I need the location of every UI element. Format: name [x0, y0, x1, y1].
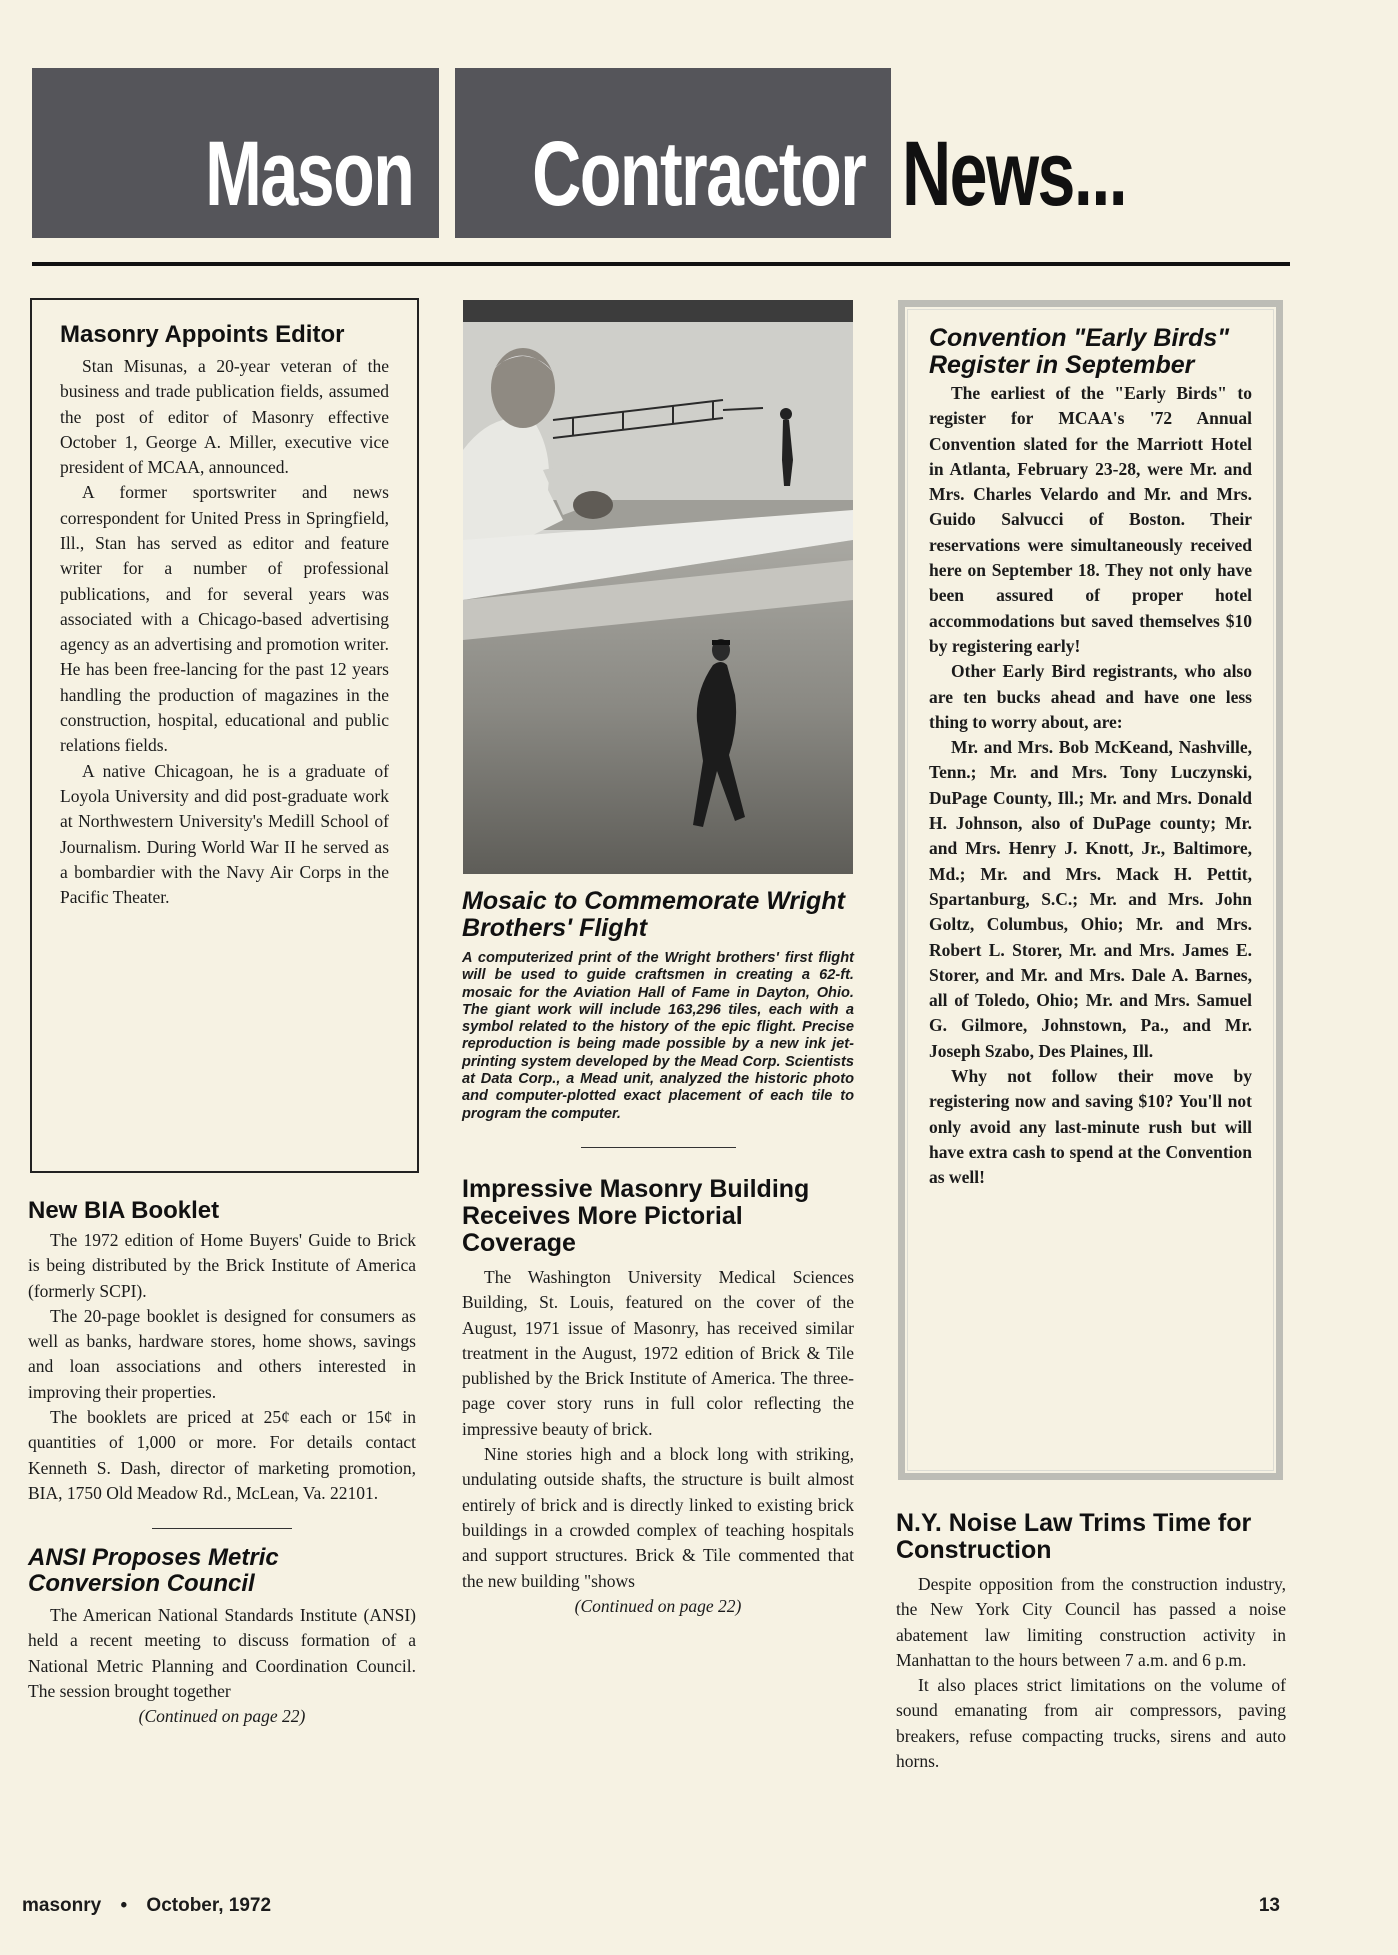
article-bia-body: [28, 1228, 416, 1506]
masthead: [32, 68, 1290, 240]
article-convention-title: Convention "Early Birds" Register in September: [929, 324, 1230, 379]
section-divider: [581, 1147, 736, 1148]
article-editor-title: Masonry Appoints Editor: [60, 321, 345, 348]
article-convention-paragraph: The earliest of the "Early Birds" to register for MCAA's '72 Annual Convention slated for the Marriott Hotel in Atlanta, February 23-28, were Mr. and Mrs. Charles Velardo and Mr. and Mrs. Guido Salvucci of Boston. Their reservations were simultaneously received here on September 18. They not only have been assured of proper hotel accommodations but saved themselves $10 by registering early!: [929, 383, 1252, 656]
column-3-lower: [896, 1510, 1286, 1774]
article-editor-box: [30, 298, 419, 1173]
article-mosaic-caption: [462, 950, 854, 1123]
article-mosaic-title: Mosaic to Commemorate Wright Brothers' Flight: [462, 887, 845, 942]
article-mosaic-caption-text: A computerized print of the Wright brothers' first flight will be used to guide craftsmen in creating a 62-ft. mosaic for the Aviation Hall of Fame in Dayton, Ohio. The giant work will include 163,296 tiles, each with a symbol related to the history of the epic flight. Precise reproduction is being made possible by a new ink jet-printing system developed by the Mead Corp. Scientists at Data Corp., a Mead unit, analyzed the historic photo and computer-plotted exact placement of each tile to program the computer.: [462, 950, 854, 1122]
article-convention-paragraph: Other Early Bird registrants, who also are ten bucks ahead and have one less thing to worry about, are:: [929, 661, 1252, 732]
article-bia-title: New BIA Booklet: [28, 1197, 220, 1224]
article-editor-paragraph: A former sportswriter and news correspondent for United Press in Springfield, Ill., Stan has served as editor and feature writer for a number of professional publications, and for several years was associated with a Chicago-based advertising agency as an advertising and promotion writer. He has been free-lancing for the past 12 years handling the production of magazines in the construction, hospital, educational and public relations fields.: [60, 482, 389, 756]
footer-date: October, 1972: [146, 1895, 272, 1916]
article-noise-body: [896, 1572, 1286, 1774]
article-impressive-body: [462, 1265, 854, 1594]
masthead-word-contractor: Contractor: [531, 123, 865, 225]
footer-bullet: •: [120, 1895, 128, 1916]
masthead-rule: [32, 262, 1290, 266]
masthead-box-news: [902, 68, 1205, 238]
masthead-word-news: News...: [902, 123, 1127, 225]
article-editor-body: [60, 354, 389, 911]
article-impressive-paragraph: The Washington University Medical Sciences Building, St. Louis, featured on the cover of the August, 1971 issue of Masonry, has received similar treatment in the August, 1972 edition of Brick & Tile published by the Brick Institute of America. The three-page cover story runs in full color reflecting the impressive beauty of brick.: [462, 1266, 854, 1439]
article-convention-box: [898, 300, 1283, 1480]
column-1-lower: [28, 1198, 416, 1727]
article-noise-title: N.Y. Noise Law Trims Time for Construction: [896, 1509, 1252, 1564]
article-editor-paragraph: Stan Misunas, a 20-year veteran of the business and trade publication fields, assumed the post of editor of Masonry effective October 1, George A. Miller, executive vice president of MCAA, announced.: [60, 355, 389, 478]
article-convention-paragraph: Why not follow their move by registering now and saving $10? You'll not only avoid any last-minute rush but will have extra cash to spend at the Convention as well!: [929, 1066, 1252, 1188]
article-ansi-title: ANSI Proposes Metric Conversion Council: [28, 1544, 279, 1598]
column-2: [462, 888, 854, 1617]
article-impressive-continued: (Continued on page 22): [574, 1595, 742, 1616]
article-noise-paragraph: Despite opposition from the construction industry, the New York City Council has passed a noise abatement law limiting construction activity in Manhattan to the hours between 7 a.m. and 6 p.m.: [896, 1574, 1286, 1670]
article-editor-paragraph: A native Chicagoan, he is a graduate of Loyola University and did post-graduate work at Northwestern University's Medill School of Journalism. During World War II he served as a bombardier with the Navy Air Corps in the Pacific Theater.: [60, 760, 389, 908]
article-ansi-paragraph: The American National Standards Institute (ANSI) held a recent meeting to discuss formation of a National Metric Planning and Coordination Council. The session brought together: [28, 1604, 416, 1701]
masthead-word-mason: Mason: [204, 123, 413, 225]
section-divider: [152, 1528, 292, 1529]
article-bia-paragraph: The booklets are priced at 25¢ each or 15¢ in quantities of 1,000 or more. For details contact Kenneth S. Dash, director of marketing promotion, BIA, 1750 Old Meadow Rd., McLean, Va. 22101.: [28, 1406, 416, 1503]
page-number: 13: [1258, 1895, 1280, 1916]
masthead-box-contractor: [455, 68, 891, 238]
article-convention-paragraph: Mr. and Mrs. Bob McKeand, Nashville, Tenn.; Mr. and Mrs. Tony Luczynski, DuPage County, Ill.; Mr. and Mrs. Donald H. Johnson, also of DuPage county; Mr. and Mrs. Henry J. Knott, Jr., Baltimore, Md.; Mr. and Mrs. Mack H. Pettit, Spartanburg, S.C.; Mr. and Mrs. John Goltz, Columbus, Ohio; Mr. and Mrs. Robert L. Storer, Mr. and Mrs. James E. Storer, and Mr. and Mrs. Dale A. Barnes, all of Toledo, Ohio; Mr. and Mrs. Samuel G. Gilmore, Johnstown, Pa., and Mr. Joseph Szabo, Des Plaines, Ill.: [929, 737, 1252, 1061]
article-ansi-continued: (Continued on page 22): [138, 1706, 306, 1727]
masthead-box-mason: [32, 68, 439, 238]
article-convention-body: [929, 381, 1252, 1191]
article-impressive-paragraph: Nine stories high and a block long with striking, undulating outside shafts, the structure is built almost entirely of brick and is directly linked to existing brick buildings in a crowded complex of teaching hospitals and support structures. Brick & Tile commented that the new building "shows: [462, 1444, 854, 1591]
footer-magazine: masonry: [22, 1895, 102, 1916]
wright-brothers-photo: [463, 300, 853, 874]
article-bia-paragraph: The 1972 edition of Home Buyers' Guide to Brick is being distributed by the Brick Institute of America (formerly SCPI).: [28, 1229, 416, 1301]
article-ansi-body: [28, 1603, 416, 1704]
page-footer: [22, 1895, 1280, 1917]
article-bia-paragraph: The 20-page booklet is designed for consumers as well as banks, hardware stores, home shows, savings and loan associations and others interested in improving their properties.: [28, 1305, 416, 1402]
article-noise-paragraph: It also places strict limitations on the volume of sound emanating from air compressors, paving breakers, refuse compacting trucks, sirens and auto horns.: [896, 1675, 1286, 1772]
article-impressive-title: Impressive Masonry Building Receives More Pictorial Coverage: [462, 1174, 810, 1257]
